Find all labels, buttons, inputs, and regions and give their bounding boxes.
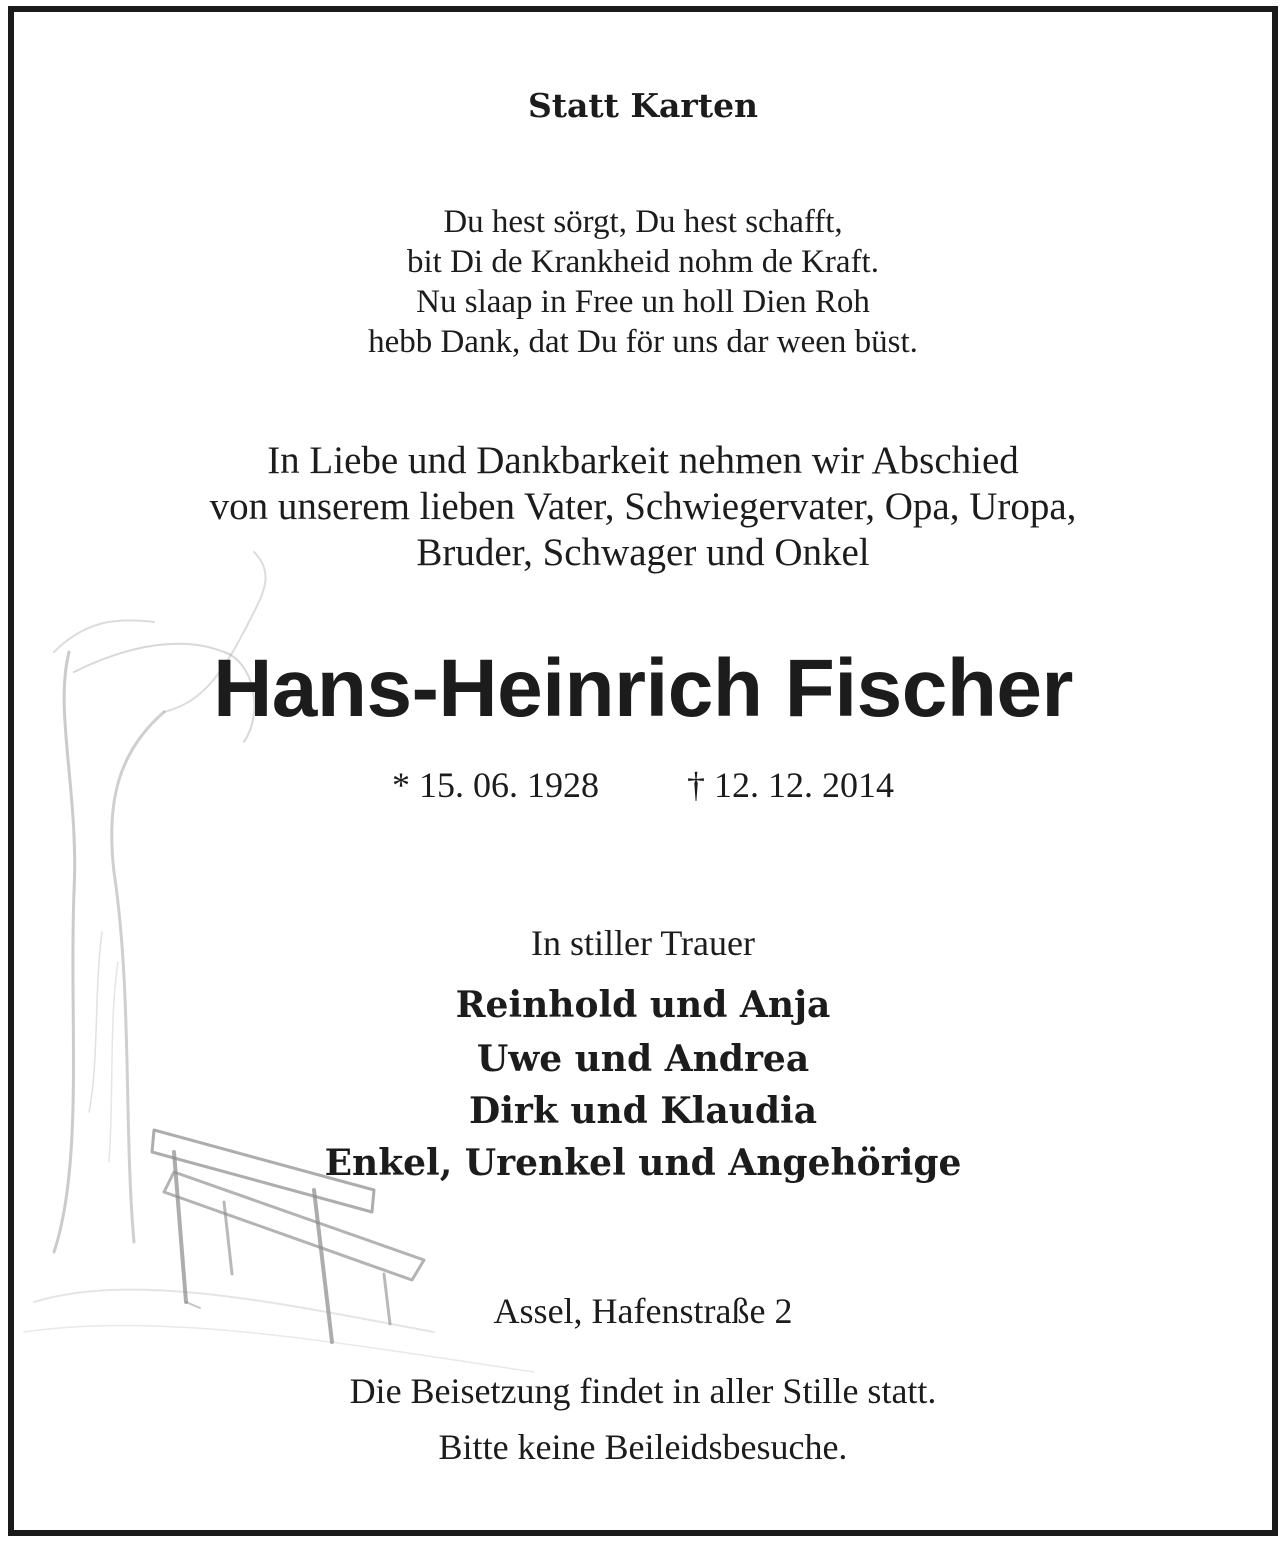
notice-header: Statt Karten	[527, 86, 759, 125]
verse-line: hebb Dank, dat Du för uns dar ween büst.	[368, 324, 918, 360]
mourning-label: In stiller Trauer	[531, 923, 755, 963]
deceased-name: Hans-Heinrich Fischer	[213, 643, 1073, 734]
condolence-note: Bitte keine Beileidsbesuche.	[438, 1427, 848, 1467]
intro-line: Bruder, Schwager und Onkel	[416, 531, 870, 574]
verse-line: Nu slaap in Free un holl Dien Roh	[416, 284, 870, 320]
obituary-notice	[8, 6, 1278, 1536]
burial-note: Die Beisetzung findet in aller Stille statt.	[349, 1371, 937, 1411]
birth-date: * 15. 06. 1928	[392, 765, 599, 805]
verse-line: Du hest sörgt, Du hest schafft,	[443, 204, 843, 240]
family-line: Uwe und Andrea	[476, 1038, 810, 1080]
family-line: Dirk und Klaudia	[468, 1090, 818, 1132]
address: Assel, Hafenstraße 2	[493, 1291, 793, 1331]
family-line: Reinhold und Anja	[455, 984, 831, 1026]
intro-line: von unserem lieben Vater, Schwiegervater, Opa, Uropa,	[209, 485, 1077, 528]
family-line: Enkel, Urenkel und Angehörige	[324, 1142, 962, 1184]
intro-line: In Liebe und Dankbarkeit nehmen wir Abschied	[267, 439, 1019, 482]
life-dates	[14, 764, 1272, 806]
death-date: † 12. 12. 2014	[687, 765, 894, 805]
verse-line: bit Di de Krankheid nohm de Kraft.	[407, 244, 879, 280]
